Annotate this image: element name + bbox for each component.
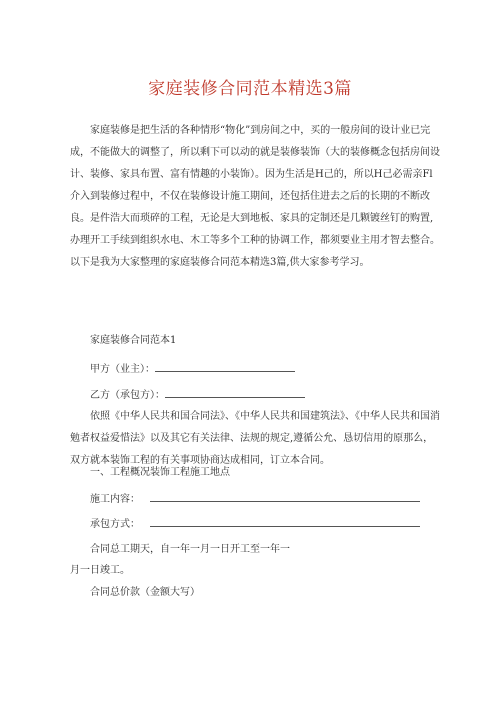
party-b-line [90, 387, 305, 403]
section-1-heading: 一、工程概况装饰工程施工地点 [90, 467, 230, 478]
party-a-blank [155, 361, 295, 372]
legal-basis-paragraph: 依照《中华人民共和国合同法》、《中华人民共和国建筑法》、《中华人民共和国消勉者权益爱惜法》以及其它有关法律、法规的规定,遵循公允、恳切信用的原那么，双方就本装饰工程的有关事项协商达成相同，订立本合同。 [70, 411, 440, 466]
contract-mode-line [90, 516, 420, 532]
contract-mode-label: 承包方式： [90, 519, 140, 530]
intro-paragraph: 家庭装修是把生活的各种情形“物化”到房间之中，买的一般房间的设计业已完成，不能做大的调整了，所以剩下可以动的就是装修装饰（大的装修概念包括房间设计、装修、家具布置、富有情趣的小装饰）。因为生活是H己的，所以H己必需亲Fl介入到装修过程中，不仅在装修设计施工期间，还包括住进去之后的长期的不断改良。是件浩大而琐碎的工程，无论是大到地板、家具的定制还是几颗镀丝钉的购置,办理开工手续到组织水电、木工等多个工种的协调工作，都须要业主用才智去整合。以下是我为大家整理的家庭装修合同范本精选3篇,供大家参考学习。 [70, 125, 440, 268]
document-title: 家庭装修合同范本精选3篇 [148, 79, 352, 99]
construction-content-blank [150, 491, 420, 502]
sample-heading: 家庭装修合同范本1 [90, 335, 177, 346]
total-price-label: 合同总价款（金额大写） [90, 587, 200, 598]
duration-line-2: 月一日竣工。 [70, 565, 130, 576]
party-b-label: 乙方（承包方）： [90, 390, 165, 401]
contract-mode-blank [150, 516, 420, 527]
party-a-label: 甲方（业主）： [90, 364, 155, 375]
construction-content-label: 施工内容： [90, 494, 140, 505]
party-a-line [90, 361, 295, 377]
party-b-blank [165, 387, 305, 398]
duration-line-1: 合同总工期天，自一年一月一日开工至一年一 [90, 544, 290, 555]
construction-content-line [90, 491, 420, 507]
